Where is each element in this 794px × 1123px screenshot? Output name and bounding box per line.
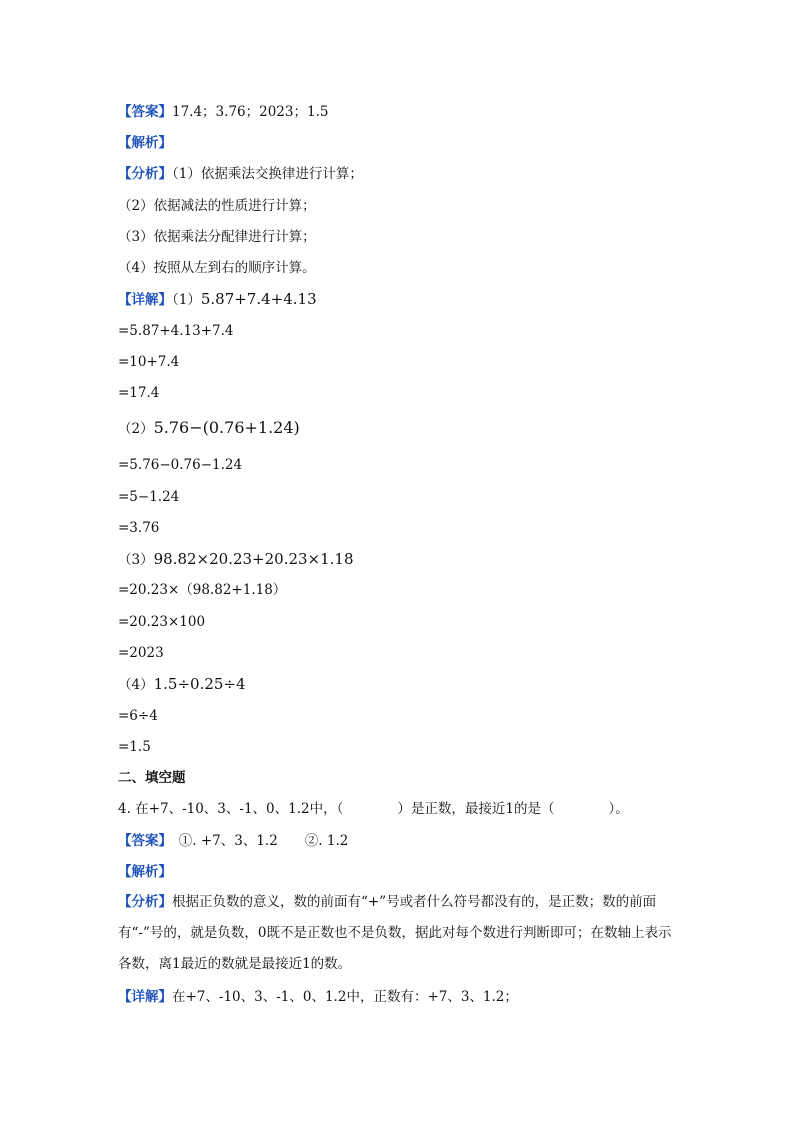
calc-2-step-1: =5.76−0.76−1.24 [118, 457, 243, 473]
xiangjie-2-line [118, 988, 518, 1006]
step-3: （3）依据乘法分配律进行计算； [118, 229, 316, 245]
part-2-prefix: （2） [118, 421, 154, 437]
part-4-expression: 1.5÷0.25÷4 [153, 675, 246, 693]
part-3-line [118, 550, 354, 569]
part-1-prefix: （1） [172, 292, 201, 308]
fenxi-line [118, 165, 363, 183]
analysis-tag: 【解析】 [118, 135, 172, 151]
fenxi-tag: 【分析】 [118, 166, 172, 182]
step-4: （4）按照从左到右的顺序计算。 [118, 260, 316, 276]
answer-tag: 【答案】 [118, 104, 172, 120]
part-3-expression: 98.82×20.23+20.23×1.18 [153, 550, 354, 568]
xiangjie-2-text: 在+7、-10、3、-1、0、1.2中，正数有：+7、3、1.2； [172, 989, 518, 1005]
answer-text: 17.4；3.76；2023；1.5 [172, 104, 329, 120]
answer-line [118, 103, 328, 121]
calc-3-step-3: =2023 [118, 645, 164, 661]
step-2: （2）依据减法的性质进行计算； [118, 198, 316, 214]
part-4-line [118, 675, 246, 694]
part-4-prefix: （4） [118, 677, 154, 693]
answer-2-line [118, 832, 348, 850]
analysis-2-heading [118, 863, 172, 881]
calc-2-step-3: =3.76 [118, 520, 160, 536]
calc-2-step-2: =5−1.24 [118, 489, 180, 505]
xiangjie-tag: 【详解】 [118, 292, 172, 308]
question-4: 4. 在+7、-10、3、-1、0、1.2中，（ ）是正数，最接近1的是（ ）。 [118, 801, 629, 817]
fenxi-2-tag: 【分析】 [118, 894, 172, 910]
calc-4-step-2: =1.5 [118, 739, 151, 755]
part-3-prefix: （3） [118, 552, 154, 568]
part-2-expression: 5.76−(0.76+1.24) [153, 418, 300, 437]
section-heading: 二、填空题 [118, 770, 186, 786]
xiangjie-line [118, 290, 317, 309]
calc-3-step-1: =20.23×（98.82+1.18） [118, 582, 287, 598]
calc-3-step-2: =20.23×100 [118, 614, 206, 630]
answer-2-text: ①. +7、3、1.2 ②. 1.2 [165, 833, 349, 849]
fenxi-text: （1）依据乘法交换律进行计算； [172, 166, 363, 182]
analysis-heading [118, 134, 172, 152]
answer-2-tag: 【答案】 [118, 833, 166, 849]
part-1-expression: 5.87+7.4+4.13 [200, 290, 317, 308]
calc-1-step-2: =10+7.4 [118, 354, 180, 370]
analysis-2-tag: 【解析】 [118, 864, 172, 880]
fenxi-2-paragraph [118, 887, 678, 980]
calc-4-step-1: =6÷4 [118, 708, 158, 724]
fenxi-2-text: 根据正负数的意义，数的前面有“+”号或者什么符号都没有的，是正数；数的前面有“-”号的，就是负数，0既不是正数也不是负数，据此对每个数进行判断即可；在数轴上表示各数，离1最近的数就是最接近1的数。 [118, 894, 672, 972]
calc-1-step-3: =17.4 [118, 385, 160, 401]
part-2-line [118, 419, 300, 438]
xiangjie-2-tag: 【详解】 [118, 989, 172, 1005]
calc-1-step-1: =5.87+4.13+7.4 [118, 323, 234, 339]
